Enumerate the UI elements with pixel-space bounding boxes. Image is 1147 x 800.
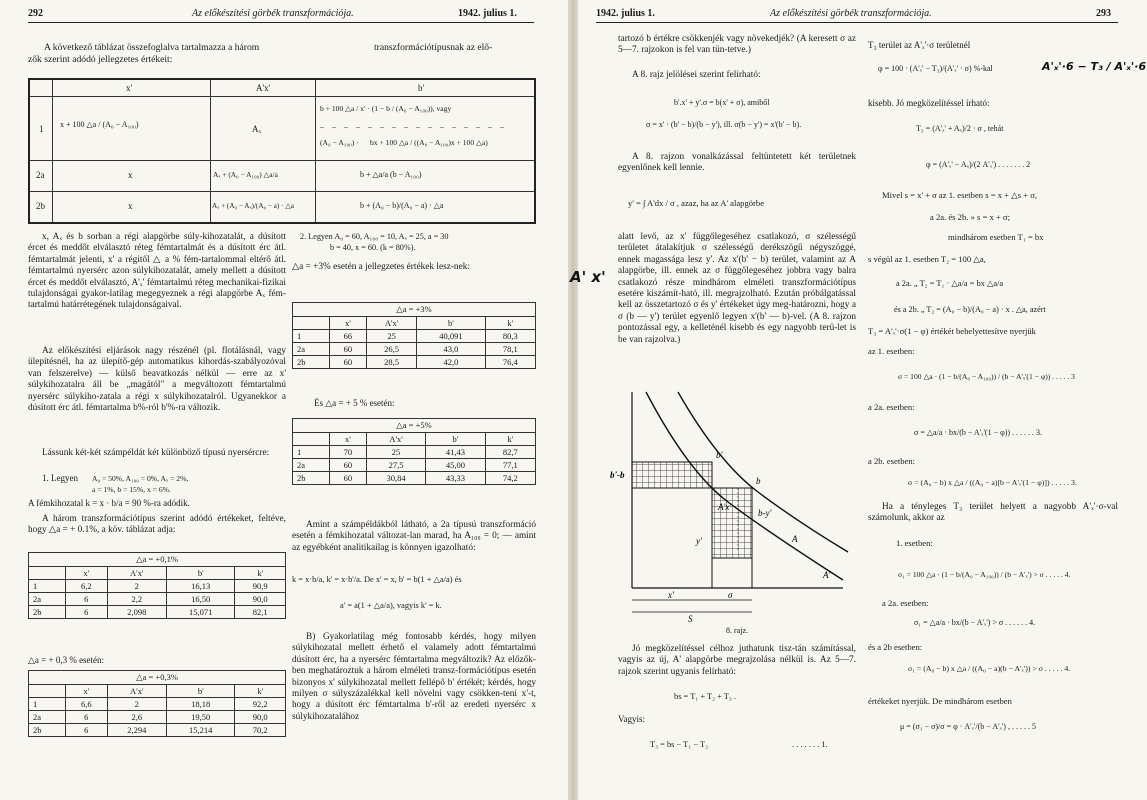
equation-number: . . . . . . . 1. [792, 740, 828, 749]
label-sigma: σ [728, 590, 733, 600]
table-title: △a = +0,1% [29, 553, 286, 567]
equation: σ = x' · (b' − b)/(b − y'), ill. σ(b − y') = x'(b' − b). [646, 120, 802, 129]
text-line: a 2b. esetben: [868, 456, 916, 466]
text-line: a 2a. „ T₂ = T₁ · △a/a = bx △a/a [896, 279, 1004, 288]
text-line: mindhárom esetben T₁ = bx [948, 232, 1044, 242]
header-rule [28, 22, 534, 23]
label-b-minus-y: b-y' [758, 508, 772, 518]
text-line: és a 2b esetben: [868, 642, 923, 652]
equation: σ₁ = △a/a · bx/(b − A'ₓ') > σ . . . . . . 4. [914, 618, 1036, 627]
table-header: x' [329, 433, 366, 446]
figure-caption: 8. rajz. [726, 626, 748, 635]
table-header: A'x' [366, 317, 416, 330]
label-b-prime: b' [716, 450, 723, 460]
paragraph: tartozó b értékre csökkenjék vagy növekedjék? (A keresett σ az 5—7. rajzokon is fel van tün-tetve.) [618, 34, 856, 56]
issue-date: 1942. julius 1. [458, 8, 517, 19]
cell-x: x [128, 201, 133, 211]
paragraph: Jó megközelítéssel célhoz juthatunk tisz-tán számítással, vagyis az új, A' alapgörbe megrajzolása nélkül is. Az 5—7. rajzok szerint ugyanis felírható: [618, 644, 856, 677]
equation: σ = △a/a · bx/(b − A'ₓ'(1 − φ)) . . . . . . 3. [914, 428, 1043, 437]
text-line: a 2a. esetben: [882, 598, 929, 608]
equation: T₃ = bs − T₁ − T₂ [650, 740, 708, 749]
running-title: Az előkészítési görbék transzformációja. [770, 8, 932, 19]
paragraph: x, Aₓ és b sorban a régi alapgörbe súly-kihozatalát, a dúsított ércet és meddőt elválasztó réteg fémtartalmát és a dúsított érc átl. fémtartalmát jelenti, x' a régitől △ a % fém-tartalommal eltérő átl. fémtartalmú nyersérc azon súlykihozatalát, amely mellett a dúsított ércet és meddőt elválasztó, A'ₓ' fémtartalmú réteg mechanikai-fizikai tulajdonságai gyakor-latilag megegyeznek a régi alapgörbe Aₓ fém-tartalmú határrétegének tulajdonságaival. [28, 232, 286, 311]
text-line: a 2a. esetben: [868, 402, 915, 412]
example-values: A₀ = 50%, A₁₀₀ = 0%, Aₓ = 2%, [92, 474, 189, 483]
right-page [570, 0, 1147, 800]
cell-b: b + (A₀ − b)/(A₀ − a) · △a [360, 201, 444, 210]
col-header-x: x' [126, 83, 133, 93]
table-header: x' [329, 317, 366, 330]
label-y-prime: y' [696, 536, 702, 546]
table-row: 2b 60 28,5 42,0 76,4 [293, 356, 536, 369]
cell-b-bottom: bx + 100 △a / ((A₀ − A₁₀₀)x + 100 △a) [370, 138, 488, 147]
page-number: 292 [28, 8, 43, 19]
equation-k: k = x·b/a, k' = x·b'/a. De x' = x, b' = b(1 + △a/a) és [292, 575, 462, 584]
equation: b'.x' + y'.σ = b(x' + σ), amiből [674, 98, 770, 107]
equation: φ = 100 · (A'ₓ' − T₃)/(A'ₓ' · σ) %-kal [878, 64, 993, 73]
table-row: 1 6,2 2 16,13 90,9 [29, 580, 286, 593]
text-line: az 1. esetben: [868, 346, 915, 356]
case-label: △a = + 0,3 % esetén: [28, 655, 105, 665]
equation: bs = T₁ + T₂ + T₃ . [674, 692, 737, 701]
cell-A: Aₓ + (A₀ − A₁₀₀) △a/a [213, 170, 278, 179]
cell-x: x + 100 △a / (A₀ − A₁₀₀) [60, 120, 139, 129]
table-header: A'x' [107, 567, 166, 580]
table-row: 2a 60 27,5 45,00 77,1 [293, 459, 536, 472]
equation: σ₁ = (A₀ − b) x △a / ((A₀ − a)(b − A'ₓ')) > σ . . . . . 4. [908, 664, 1071, 673]
table-header: k' [235, 567, 286, 580]
vagyis-label: Vagyis: [618, 714, 645, 724]
equation: φ = (A'ₓ' − Aₓ)/(2 A'ₓ') . . . . . . . 2 [926, 160, 1031, 169]
equation: y' = ∫ A'dx / σ , azaz, ha az A' alapgörbe [628, 198, 765, 208]
paragraph: A három transzformációtípus szerint adódó értékeket, feltéve, hogy △a = + 0.1%, a köv. táblázat adja: [28, 514, 286, 536]
text-line: s végül az 1. esetben T₂ = 100 △a, [868, 254, 986, 264]
hatched-area-right [712, 488, 752, 558]
label-S: S [688, 614, 693, 624]
label-A: A [792, 534, 798, 544]
table-header: b' [417, 317, 485, 330]
table-header: x' [66, 685, 108, 698]
equation: μ = (σ₁ − σ)/σ = φ · A'ₓ'/(b − A'ₓ') , . . . . . 5 [900, 722, 1036, 731]
row-label: 1 [39, 124, 44, 134]
handwritten-note: A'ₓ'·6 − T₃ / A'ₓ'·6 [1042, 60, 1147, 73]
paragraph: Az előkészítési eljárások nagy részénél (pl. flotálásnál, vagy ülepítésnél, ha az ülepítő-gép automatikus kihordás-szabályozóval van felszerelve) — külső beavatkozás nélkül — erre az x' súlykihozatalra áll be „magától" a megváltozott fémtartalmú nyersérc súlykiho-zatala a régi x súlykihozatalról. Ugyanekkor a dúsított érc átl. fémtartalma b%-ról b'%-ra változik. [28, 346, 286, 414]
table-title: △a = +3% [293, 303, 536, 317]
label-b-minus-b: b'-b [610, 470, 625, 480]
text-line: T₃ = A'ₓ'·σ(1 − φ) értékét behelyettesítve nyerjük [868, 326, 1036, 336]
table-row: 2b 60 30,84 43,33 74,2 [293, 472, 536, 485]
dash-line: – – – – – – – – – – – – – – – – [320, 122, 507, 131]
equation: σ₁ = 100 △a · (1 − b/(A₀ − A₁₀₀)) / (b − A'ₓ') > σ . . . . . 4. [898, 570, 1071, 579]
example-2: b = 40, x = 60. (k = 80%). [330, 243, 416, 252]
table-header: A'x' [366, 433, 425, 446]
table-title: △a = +0,3% [29, 671, 286, 685]
margin-annotation: A' x' [570, 268, 606, 286]
text-line: kisebb. Jó megközelítéssel írható: [868, 98, 990, 108]
book-gutter [568, 0, 578, 800]
table-row: 2b 6 2,294 15,214 70,2 [29, 724, 286, 737]
label-b: b [756, 476, 761, 486]
table-row: 1 66 25 40,091 80,3 [293, 330, 536, 343]
row-label: 2a [36, 170, 45, 180]
table-header: A'x' [107, 685, 166, 698]
label-A-prime: A' [823, 570, 831, 580]
intro-text-2: zők szerint adódó jellegzetes értékeit: [28, 54, 173, 65]
table-row: 2a 6 2,2 16,50 90,0 [29, 593, 286, 606]
paragraph: A 8. rajz jelölései szerint felírható: [632, 70, 761, 80]
table-header: x' [66, 567, 108, 580]
text-line: 1. esetben: [896, 538, 933, 548]
label-A-x-prime: A'x' [718, 502, 732, 512]
example-values: a = 1%, b = 15%, x = 6%. [92, 485, 171, 494]
col-header-b: b' [418, 83, 425, 93]
row-label: 2b [36, 201, 45, 211]
label-x-prime: x' [668, 590, 674, 600]
table-row: 1 6,6 2 18,18 92,2 [29, 698, 286, 711]
table-row: 2b 6 2,098 15,071 82,1 [29, 606, 286, 619]
case-label: És △a = + 5 % esetén: [314, 398, 395, 408]
table-header: k' [235, 685, 286, 698]
equation: σ = (A₀ − b) x △a / ((A₀ − a)[b − A'ₓ'(1 − φ)]) . . . . . 3. [908, 478, 1077, 487]
issue-date: 1942. julius 1. [596, 8, 655, 19]
page-number: 293 [1096, 8, 1111, 19]
paragraph: alatt levő, az x' függőlegeséhez csatlakozó, σ szélességű területet átalakítjuk σ szélességű derékszögű négyszöggé, ennek magassága lesz y'. Az x'(b' − b) terület, valamint az A alapgörbe, ill. ennek az σ függőlegeséhez jobbra vagy balra csatlakozó része mindhárom elméleti transzformációtípus esetére kiszámít-ható, ill. megrajzolható. Ezután próbálgatással kell az összetartozó σ és y' értékeket úgy meg-határozni, hogy a σ (b — y') terület egyenlő legyen x'(b' — b)-vel. (A 8. rajzon pontozással egy, a kelleténél kisebb és egy nagyobb terü-let is be van rajzolva.) [618, 232, 856, 345]
paragraph: Ha a tényleges T₃ terület helyett a nagyobb A'ₓ'·σ-val számolunk, akkor az [868, 502, 1118, 524]
table-header: k' [485, 317, 535, 330]
table-header: b' [426, 433, 485, 446]
table-row: 2a 60 26,5 43,0 78,1 [293, 343, 536, 356]
equation: σ = 100 △a · (1 − b/(A₀ − A₁₀₀)) / (b − A'ₓ'(1 − φ)) . . . . . 3 [898, 372, 1075, 381]
header-rule [596, 22, 1118, 23]
text-line: és a 2b. „ T₂ = (A₀ − b)/(A₀ − a) · x . △a, azért [894, 305, 1046, 314]
text-line: értékeket nyerjük. De mindhárom esetben [868, 696, 1012, 706]
table-header: b' [167, 685, 235, 698]
data-table-3 [292, 302, 536, 369]
paragraph: △a = +3% esetén a jellegzetes értékek lesz-nek: [292, 262, 470, 272]
paragraph: A 8. rajzon vonalkázással feltüntetett két területnek egyenlőnek kell lennie. [618, 152, 856, 174]
table-header: k' [485, 433, 535, 446]
equation: T₃ = (A'ₓ' + Aₓ)/2 · σ , tehát [916, 124, 1004, 133]
cell-A: Aₓ [252, 124, 262, 134]
paragraph: Lássunk két-két számpéldát két különböző típusú nyersércre: [42, 448, 270, 458]
figure-8 [610, 392, 858, 628]
example-label: 1. Legyen [42, 473, 78, 483]
intro-text-right: transzformációtípusnak az elő- [374, 42, 493, 53]
cell-x: x [128, 170, 133, 180]
data-table-1 [28, 552, 286, 619]
table-title: △a = +5% [293, 419, 536, 433]
paragraph: B) Gyakorlatilag még fontosabb kérdés, hogy milyen súlykihozatal mellett érhető el valamely adott fémtartalmú dúsított érc, ha a nyersérc fémtartalma megváltozik? Az előzők-ben meghatároztuk a három elméleti transz-formációtípus esetén bizonyos x' súlykihozatal mellett fellépő b' értékét; kérdés, hogy milyen σ súlyszázalékkal kell növelni vagy csökken-teni x'-t, hogy a dúsított érc fémtartalma b'-ről az eredeti nyersérc x súlykihozatalához [292, 632, 536, 722]
running-title: Az előkészítési görbék transzformációja. [192, 8, 354, 19]
example-2: 2. Legyen A₀ = 60, A₁₀₀ = 10, Aₓ = 25, a = 30 [300, 232, 449, 241]
left-page [0, 0, 568, 800]
equation-a: a' = a(1 + △a/a), vagyis k' = k. [340, 601, 442, 610]
table-row: 2a 6 2,6 19,50 90,0 [29, 711, 286, 724]
cell-b: b + △a/a (b − A₁₀₀) [360, 170, 422, 179]
text-line: Mivel s = x' + σ az 1. esetben s = x + △s + σ, [882, 190, 1038, 200]
main-table [28, 78, 536, 224]
cell-A: Aₓ + (A₀ − Aₓ)/(A₀ − a) · △a [212, 202, 294, 210]
text-line: T₃ terület az A'ₓ'·σ területnél [868, 40, 971, 50]
text-line: a 2a. és 2b. » s = x + σ; [930, 212, 1010, 222]
data-table-2 [28, 670, 286, 737]
data-table-4 [292, 418, 536, 485]
table-row: 1 70 25 41,43 82,7 [293, 446, 536, 459]
cell-b-pre: (A₀ − A₁₀₀) · [320, 138, 359, 147]
yield-text: A fémkihozatal k = x · b/a = 90 %-ra adódik. [28, 498, 190, 508]
cell-b-top: b + 100 △a / x' · (1 − b / (A₀ − A₁₀₀)), vagy [320, 104, 452, 113]
table-header: b' [167, 567, 235, 580]
paragraph: Amint a számpéldákból látható, a 2a típusú transzformáció esetén a fémkihozatal változat-lan marad, ha A₁₀₀ = 0; — amint az egyébként analitikailag is könnyen igazolható: [292, 520, 536, 553]
col-header-A: A'x' [256, 83, 271, 93]
intro-text: A következő táblázat összefoglalva tartalmazza a három [44, 42, 260, 53]
